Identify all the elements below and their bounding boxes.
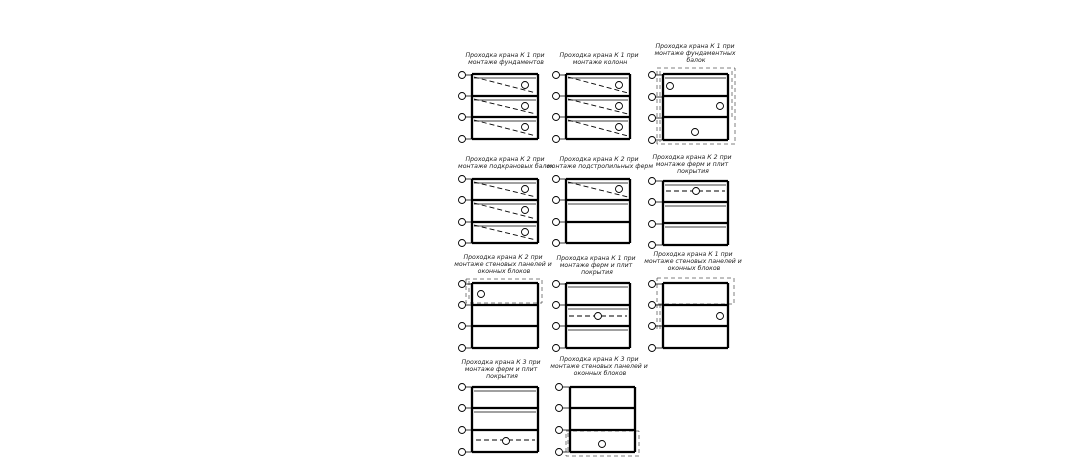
svg-text:Проходка крана К 1 при м <box>559 52 640 66</box>
panel-3-caption-line-2: монтаже фундаментных <box>654 50 736 57</box>
panel-10-axis-markers <box>459 384 473 456</box>
panel-9-caption-line-3: оконных блоков <box>667 265 721 272</box>
panel-10-caption-line-2: монтаже ферм и плит <box>464 366 538 373</box>
panel-1-caption-line-2: монтаже фундаментов <box>468 59 544 66</box>
panel-6 <box>649 154 734 249</box>
panel-6-caption-line-3: покрытия <box>677 168 709 175</box>
panel-5-axis-markers <box>553 176 567 247</box>
svg-text:Проходка крана К 2 при м <box>458 156 554 170</box>
panel-9-boundary <box>657 278 734 329</box>
panel-10-caption-line-1: Проходка крана К 3 при <box>461 359 541 366</box>
panel-5-caption-line-1: Проходка крана К 2 при <box>559 156 639 163</box>
panel-8-caption-line-1: Проходка крана К 1 при <box>556 255 636 262</box>
panel-2-axis-markers <box>553 72 567 143</box>
panel-11-caption-line-2: монтаже стеновых панелей и <box>550 363 648 370</box>
svg-text:Проходка крана К 1 при м <box>644 251 743 272</box>
panel-7-crane-stops <box>478 291 485 298</box>
panel-7-caption-line-3: оконных блоков <box>477 268 531 275</box>
panel-9-caption-line-2: монтаже стеновых панелей и <box>644 258 742 265</box>
panel-7-caption-line-1: Проходка крана К 2 при <box>463 254 543 261</box>
panel-9-axis-markers <box>649 281 664 352</box>
panel-11-caption-line-1: Проходка крана К 3 при <box>559 356 639 363</box>
panel-10 <box>459 359 543 456</box>
svg-text:Проходка крана К 1 при м <box>556 255 637 276</box>
panel-2-caption-line-1: Проходка крана К 1 при <box>559 52 639 59</box>
panel-8 <box>553 255 638 352</box>
panel-2 <box>553 52 641 143</box>
svg-text:Проходка крана К 3 при м <box>461 359 542 380</box>
panel-7-caption-line-2: монтаже стеновых панелей и <box>454 261 552 268</box>
panel-4-caption-line-2: монтаже подкрановых балок <box>458 163 554 170</box>
panel-5-caption-line-2: монтаже подстропильных ферм <box>547 163 653 170</box>
panel-6-caption-line-2: монтаже ферм и плит <box>655 161 729 168</box>
panel-3 <box>649 43 738 144</box>
panel-4-crane-stops <box>522 186 529 236</box>
svg-text:Проходка крана К 3 при м <box>550 356 649 377</box>
panel-7-axis-markers <box>459 281 473 352</box>
panel-8-axis-markers <box>553 281 567 352</box>
panel-7 <box>454 254 553 352</box>
panel-4-caption-line-1: Проходка крана К 2 при <box>465 156 545 163</box>
panel-3-caption-line-1: Проходка крана К 1 при <box>655 43 735 50</box>
panel-8-caption-line-2: монтаже ферм и плит <box>559 262 633 269</box>
panel-6-axis-markers <box>649 178 664 249</box>
panel-8-crane-stops <box>595 313 602 320</box>
panel-1 <box>459 52 547 143</box>
panel-2-crane-stops <box>616 82 623 131</box>
svg-text:Проходка крана К 2 при м <box>547 156 653 170</box>
panel-1-caption-line-1: Проходка крана К 1 при <box>465 52 545 59</box>
panel-11 <box>550 356 649 456</box>
svg-text:Проходка крана К 2 при м <box>652 154 733 175</box>
panel-1-axis-markers <box>459 72 473 143</box>
panel-3-crane-stops <box>667 83 724 136</box>
panel-8-caption-line-3: покрытия <box>581 269 613 276</box>
panel-4 <box>458 156 554 247</box>
panel-11-caption-line-3: оконных блоков <box>573 370 627 377</box>
svg-text:Проходка крана К 1 при м <box>465 52 546 66</box>
panel-4-axis-markers <box>459 176 473 247</box>
panel-9 <box>644 251 743 352</box>
svg-text:Проходка крана К 1 при м <box>655 43 738 64</box>
panel-5 <box>547 156 653 247</box>
panel-10-crane-stops <box>503 438 510 445</box>
panel-6-caption-line-1: Проходка крана К 2 при <box>652 154 732 161</box>
panel-6-crane-stops <box>693 188 700 195</box>
panel-10-caption-line-3: покрытия <box>486 373 518 380</box>
panel-9-crane-stops <box>717 313 724 320</box>
panel-9-caption-line-1: Проходка крана К 1 при <box>653 251 733 258</box>
svg-text:Проходка крана К 2 при м <box>454 254 553 275</box>
panel-2-caption-line-2: монтаже колонн <box>572 59 628 66</box>
panel-3-caption-line-3: балок <box>686 57 706 64</box>
panel-11-crane-stops <box>599 441 606 448</box>
panel-11-axis-markers <box>556 384 571 456</box>
panel-5-crane-stops <box>616 186 623 193</box>
panel-3-axis-markers <box>649 72 664 144</box>
panel-1-crane-stops <box>522 82 529 131</box>
